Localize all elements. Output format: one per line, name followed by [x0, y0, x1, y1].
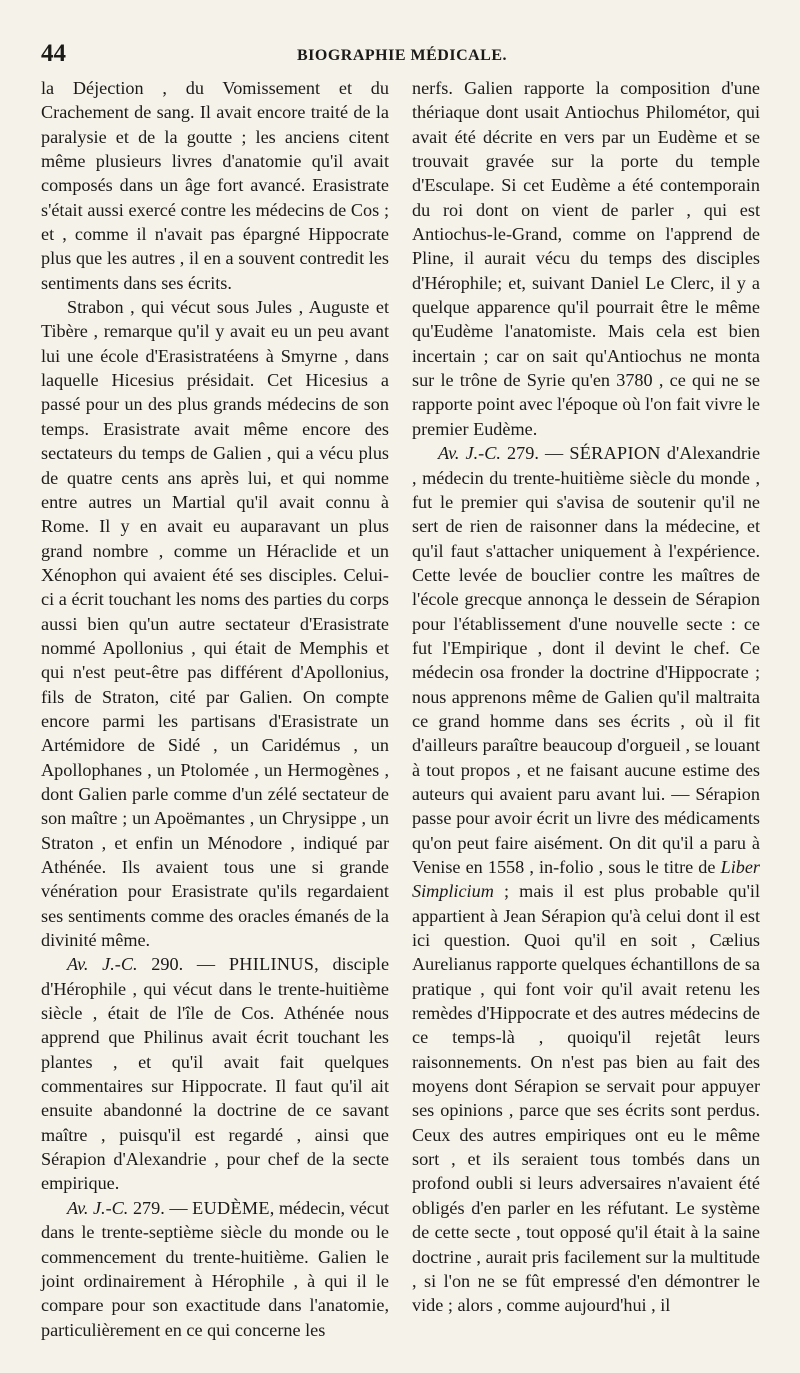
- book-title: Liber Simplicium: [412, 857, 761, 902]
- entry-eudeme: [41, 1196, 389, 1342]
- entry-philinus: [41, 952, 389, 1195]
- entry-name: PHILINUS: [228, 954, 315, 975]
- paragraph: nerfs. Galien rapporte la composition d'une thériaque dont usait Antiochus Philométor, qui avait été décrite en vers par un Eudème et se trouvait gravée sur la porte du temple d'Esculape. Si cet Eudème a été contemporain du roi dont on vient de parler , qui est Antiochus-le-Grand, comme on l'apprend de Pline, il aurait vécu du temps des disciples d'Hérophile; et, suivant Daniel Le Clerc, il y a quelque apparence qu'il pourrait être le même qu'Eudème l'anatomiste. Mais cela est bien incertain ; car on sait qu'Antiochus ne monta sur le trône de Syrie qu'en 3780 , ce qui ne se rapporte point avec l'époque où l'on fait vivre le premier Eudème.: [412, 78, 760, 439]
- entry-name: EUDÈME: [192, 1197, 270, 1218]
- running-head: BIOGRAPHIE MÉDICALE.: [297, 47, 508, 64]
- entry-text: d'Alexandrie , médecin du trente-huitième siècle du monde , fut le premier qui s'avisa de soutenir qu'il ne sert de rien de raisonner dans la médecine, et qu'il faut s'attacher uniquement à l'expérience. Cette levée de bouclier contre les maîtres de l'école grecque annonça le dessein de Sérapion pour l'établissement d'une nouvelle secte : ce fut l'Empirique , dont il devint le chef. Ce médecin osa fronder la doctrine d'Hippocrate ; nous apprenons même de Galien qu'il maltraita ce grand homme dans ses écrits , où il fit d'ailleurs paraître beaucoup d'orgueil , se louant à tout propos , et ne faisant aucune estime des auteurs qui avaient paru avant lui. — Sérapion passe pour avoir écrit un livre des médicaments qu'on peut faire aisément. On dit qu'il a paru à Venise en 1558 , in-folio , sous le titre de: [412, 443, 761, 877]
- entry-date-abbr: Av. J.-C.: [67, 1197, 129, 1218]
- entry-date-abbr: Av. J.-C.: [438, 443, 501, 464]
- entry-year: 279. —: [132, 1197, 188, 1218]
- text-columns: [41, 76, 760, 1342]
- left-column: [41, 76, 389, 1342]
- right-column: [412, 76, 760, 1342]
- entry-text: , disciple d'Hérophile , qui vécut dans le trente-huitième siècle , était de l'île de Cos. Athénée nous apprend que Philinus avait écrit touchant les plantes , et qu'il avait fait quelques commentaires sur Hippocrate. Il faut qu'il ait ensuite abandonné la doctrine de ce savant maître , puisqu'il est regardé , ainsi que Sérapion d'Alexandrie , pour chef de la secte empirique.: [41, 954, 390, 1194]
- page-header: [41, 40, 760, 76]
- entry-name: SÉRAPION: [569, 443, 661, 464]
- entry-serapion: [412, 441, 760, 1317]
- entry-text: ; mais il est plus probable qu'il appartient à Jean Sérapion qu'à celui dont il est ici question. Quoi qu'il en soit , Cælius Aurelianus rapporte quelques échantillons de sa pratique , qui font voir qu'il avait retenu les remèdes d'Hippocrate et des autres médecins de ce temps-là , quoiqu'il rejetât leurs raisonnements. On n'est pas bien au fait des moyens dont Sérapion se servait pour appuyer ses opinions , parce que ses écrits sont perdus. Ceux des autres empiriques ont eu le même sort , et ils seraient tous tombés dans un profond oubli si leurs adversaires n'avaient été obligés d'en parler en les réfutant. Le système de cette secte , tout opposé qu'il était à la saine doctrine , aurait pris facilement sur la multitude , si l'on ne se fût empressé d'en démontrer le vide ; alors , comme aujourd'hui , il: [412, 881, 761, 1316]
- entry-year: 290. —: [151, 954, 216, 975]
- paragraph: la Déjection , du Vomissement et du Crachement de sang. Il avait encore traité de la paralysie et de la goutte ; les anciens citent même plusieurs livres d'anatomie qu'il avait composés dans un âge fort avancé. Erasistrate s'était aussi exercé contre les médecins de Cos ; et , comme il n'avait pas épargné Hippocrate plus que les autres , il en a souvent contredit les sentiments dans ses écrits.: [41, 78, 389, 293]
- page-number: 44: [41, 40, 66, 67]
- paragraph: Strabon , qui vécut sous Jules , Auguste et Tibère , remarque qu'il y avait eu un peu avant lui une école d'Erasistratéens à Smyrne , dans laquelle Hicesius présidait. Cet Hicesius a passé pour un des plus grands médecins de son temps. Erasistrate avait même encore des sectateurs du temps de Galien , qui a vécu plus de quatre cents ans après lui, et qui nomme entre autres un Martial qu'il avait connu à Rome. Il y en avait eu auparavant un plus grand nombre , comme un Héraclide et un Xénophon qui avaient été ses disciples. Celui-ci a écrit touchant les noms des parties du corps aussi bien qu'un autre sectateur d'Erasistrate nommé Apollonius , qui était de Memphis et qui n'est peut-être pas différent d'Apollonius, fils de Straton, cité par Galien. On compte encore parmi les partisans d'Erasistrate un Artémidore de Sidé , un Caridémus , un Apollophanes , un Ptolomée , un Hermogènes , dont Galien parle comme d'un zélé sectateur de son maître ; un Apoëmantes , un Chrysippe , un Straton , et enfin un Ménodore , indiqué par Athénée. Ils avaient tous une si grande vénération pour Erasistrate qu'ils regardaient ses sentiments comme des oracles émanés de la divinité même.: [41, 297, 389, 951]
- entry-date-abbr: Av. J.-C.: [67, 954, 138, 975]
- entry-text: , médecin, vécut dans le trente-septième siècle du monde ou le commencement du trente-huitième. Galien le joint ordinairement à Hérophile , à qui il le compare pour son exactitude dans l'anatomie, particulièrement en ce qui concerne les: [41, 1197, 390, 1340]
- entry-year: 279. —: [507, 443, 564, 464]
